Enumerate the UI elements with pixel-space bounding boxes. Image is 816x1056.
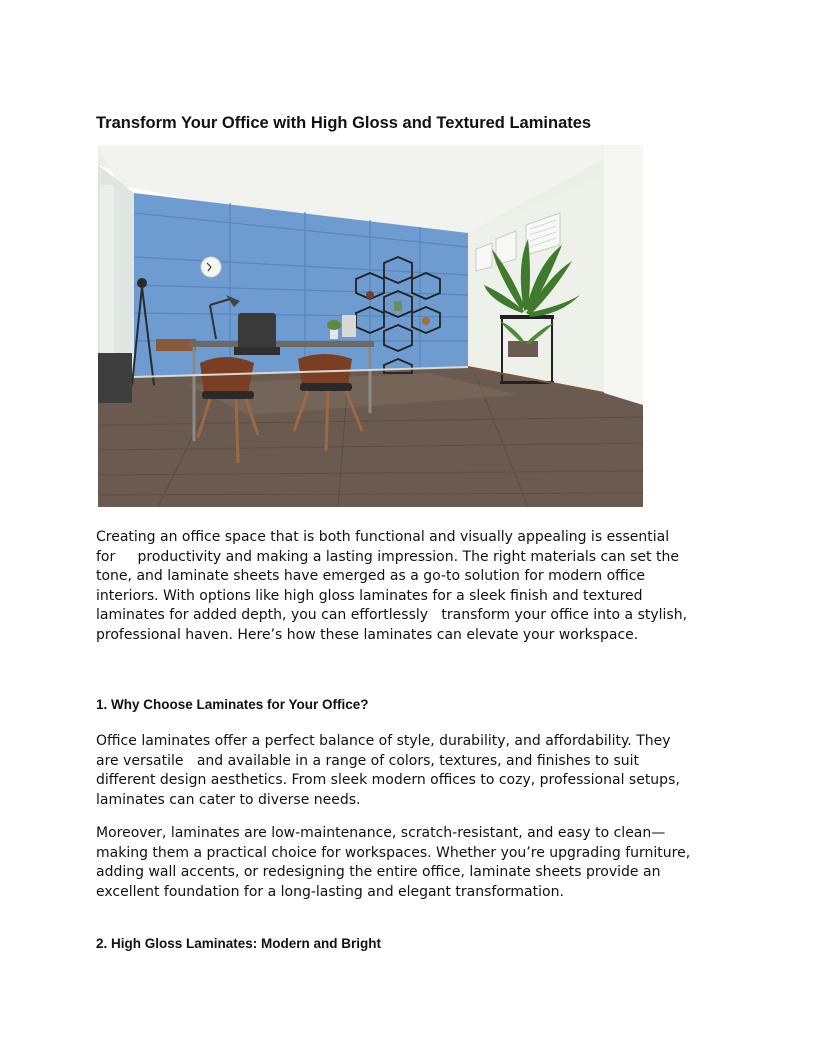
text-line: laminates for added depth, you can effortlessly transform your office into a stylish,: [96, 607, 688, 623]
text-line: different design aesthetics. From sleek modern offices to cozy, professional setups,: [96, 772, 680, 788]
office-photo: [98, 145, 643, 507]
text-line: interiors. With options like high gloss laminates for a sleek finish and textured: [96, 587, 643, 604]
text-line: for productivity and making a lasting impression. The right materials can set the: [96, 548, 679, 565]
text-line: making them a practical choice for workspaces. Whether you’re upgrading furniture,: [96, 844, 691, 861]
text-line: Moreover, laminates are low-maintenance, scratch-resistant, and easy to clean—: [96, 825, 666, 841]
intro-paragraph: [96, 528, 726, 645]
section-1-paragraph-2: [96, 824, 726, 902]
text-line: professional haven. Here’s how these laminates can elevate your workspace.: [96, 626, 639, 643]
text-line: Office laminates offer a perfect balance of style, durability, and affordability. They: [96, 733, 671, 749]
text-line: excellent foundation for a long-lasting and elegant transformation.: [96, 883, 564, 900]
article-title: Transform Your Office with High Gloss and Textured Laminates: [96, 114, 592, 132]
text-line: laminates can cater to diverse needs.: [96, 791, 361, 808]
text-line: are versatile and available in a range of colors, textures, and finishes to suit: [96, 752, 639, 769]
section-1-paragraph-1: [96, 732, 726, 810]
text-line: tone, and laminate sheets have emerged as a go-to solution for modern office: [96, 568, 646, 584]
text-line: Creating an office space that is both functional and visually appealing is essential: [96, 529, 670, 545]
text-line: adding wall accents, or redesigning the entire office, laminate sheets provide an: [96, 864, 661, 880]
section-2-heading: 2. High Gloss Laminates: Modern and Bright: [96, 936, 382, 951]
section-1-heading: 1. Why Choose Laminates for Your Office?: [96, 697, 369, 712]
